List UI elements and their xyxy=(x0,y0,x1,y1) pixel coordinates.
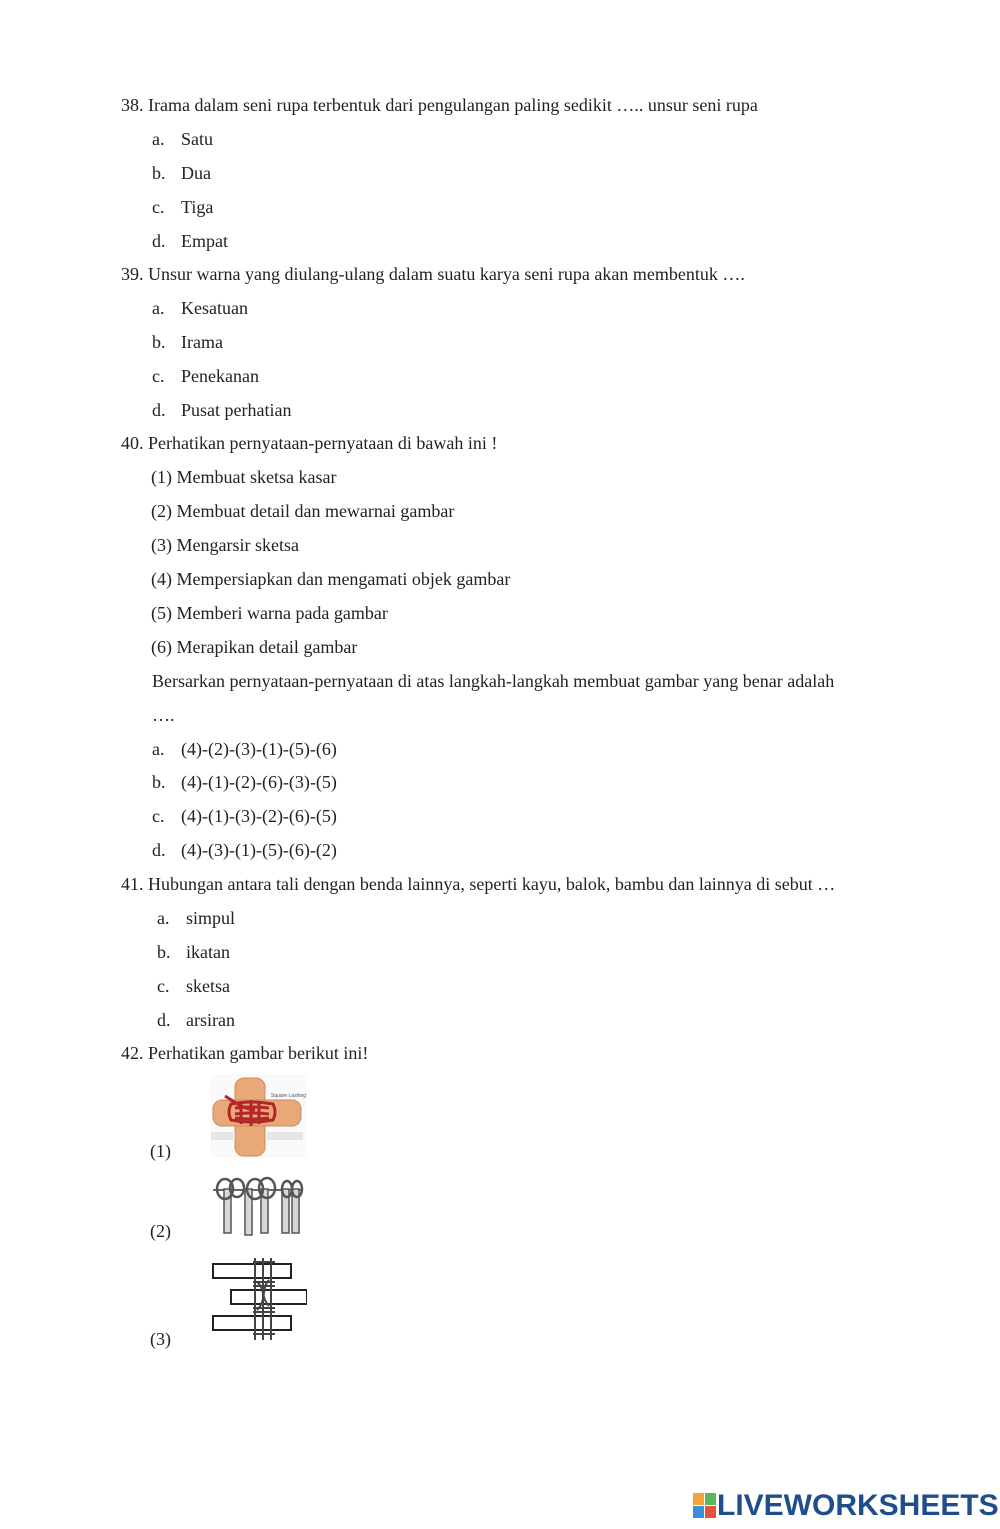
option-letter: b. xyxy=(152,163,166,183)
option-text: (4)-(2)-(3)-(1)-(5)-(6) xyxy=(181,739,337,759)
figure-3-label: (3) xyxy=(150,1329,171,1349)
option-letter: d. xyxy=(157,1010,171,1030)
option-text: Pusat perhatian xyxy=(181,400,292,420)
option-text: Tiga xyxy=(181,197,214,217)
option-text: (4)-(1)-(3)-(2)-(6)-(5) xyxy=(181,806,337,826)
figure-2-label: (2) xyxy=(150,1221,171,1241)
figure-1-label: (1) xyxy=(150,1141,171,1161)
option-text: Empat xyxy=(181,231,228,251)
option-letter: b. xyxy=(152,772,166,792)
statement-1: (1) Membuat sketsa kasar xyxy=(151,467,337,487)
option-text: simpul xyxy=(186,908,236,928)
statement-3: (3) Mengarsir sketsa xyxy=(151,535,299,555)
figure-1-caption: Square Lashing xyxy=(271,1093,307,1099)
option-letter: a. xyxy=(152,129,165,149)
statement-2: (2) Membuat detail dan mewarnai gambar xyxy=(151,501,455,521)
option-letter: a. xyxy=(157,908,170,928)
liveworksheets-wordmark: LIVEWORKSHEETS xyxy=(717,1489,999,1522)
option-text: ikatan xyxy=(186,942,230,962)
hitch-knots-figure xyxy=(211,1175,305,1237)
option-letter: b. xyxy=(152,332,166,352)
option-letter: d. xyxy=(152,400,166,420)
question-40-prompt-cont: …. xyxy=(152,705,175,725)
round-lashing-figure xyxy=(211,1254,307,1344)
option-letter: d. xyxy=(152,840,166,860)
question-40: 40. Perhatikan pernyataan-pernyataan di bawah ini ! xyxy=(121,433,498,453)
question-42: 42. Perhatikan gambar berikut ini! xyxy=(121,1043,369,1063)
option-text: sketsa xyxy=(186,976,230,996)
statement-5: (5) Memberi warna pada gambar xyxy=(151,603,388,623)
option-letter: c. xyxy=(157,976,170,996)
option-letter: c. xyxy=(152,366,165,386)
question-39: 39. Unsur warna yang diulang-ulang dalam suatu karya seni rupa akan membentuk …. xyxy=(121,264,745,284)
option-letter: c. xyxy=(152,806,165,826)
option-text: Penekanan xyxy=(181,366,259,386)
liveworksheets-brand[interactable] xyxy=(693,1488,999,1524)
option-text: Kesatuan xyxy=(181,298,248,318)
question-41: 41. Hubungan antara tali dengan benda lainnya, seperti kayu, balok, bambu dan lainnya di sebut … xyxy=(121,874,836,894)
option-text: arsiran xyxy=(186,1010,235,1030)
option-text: Dua xyxy=(181,163,211,183)
question-38: 38. Irama dalam seni rupa terbentuk dari pengulangan paling sedikit ….. unsur seni rupa xyxy=(121,95,758,115)
option-text: Irama xyxy=(181,332,223,352)
option-letter: c. xyxy=(152,197,165,217)
option-text: (4)-(1)-(2)-(6)-(3)-(5) xyxy=(181,772,337,792)
statement-4: (4) Mempersiapkan dan mengamati objek gambar xyxy=(151,569,511,589)
liveworksheets-logo-icon xyxy=(693,1493,717,1519)
square-lashing-figure xyxy=(211,1074,307,1158)
option-letter: a. xyxy=(152,739,165,759)
option-letter: d. xyxy=(152,231,166,251)
question-40-prompt: Bersarkan pernyataan-pernyataan di atas langkah-langkah membuat gambar yang benar adalah xyxy=(152,671,835,691)
option-text: Satu xyxy=(181,129,214,149)
option-text: (4)-(3)-(1)-(5)-(6)-(2) xyxy=(181,840,337,860)
statement-6: (6) Merapikan detail gambar xyxy=(151,637,358,657)
option-letter: a. xyxy=(152,298,165,318)
option-letter: b. xyxy=(157,942,171,962)
